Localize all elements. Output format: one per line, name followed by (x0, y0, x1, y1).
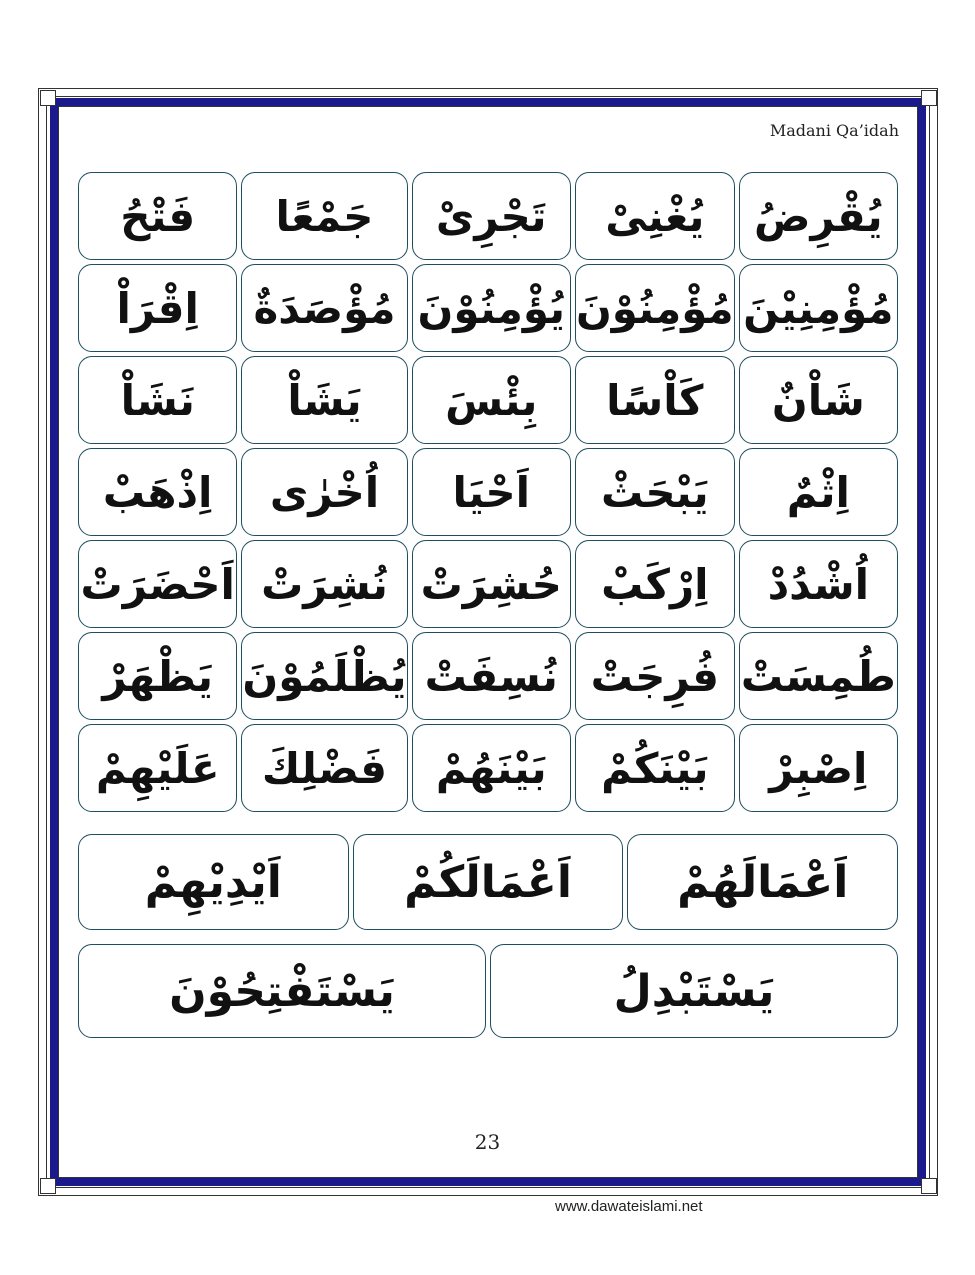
word-cell: بَيْنَهُمْ (412, 724, 571, 812)
word-cell: فَتْحُ (78, 172, 237, 260)
word-cell: اِقْرَاْ (78, 264, 237, 352)
word-cell: بَيْنَكُمْ (575, 724, 735, 812)
word-cell: يُغْنِىْ (575, 172, 735, 260)
word-cell: اِذْهَبْ (78, 448, 237, 536)
word-cell: فَضْلِكَ (241, 724, 407, 812)
word-cell: اَحْيَا (412, 448, 571, 536)
word-cell: اُخْرٰى (241, 448, 407, 536)
word-cell: فُرِجَتْ (575, 632, 735, 720)
word-cell: مُؤْصَدَةٌ (241, 264, 407, 352)
word-cell: اَحْضَرَتْ (78, 540, 237, 628)
word-cell: يَشَاْ (241, 356, 407, 444)
word-cell: بِئْسَ (412, 356, 571, 444)
word-cell: يَبْحَثْ (575, 448, 735, 536)
wide-word-row-three (78, 834, 898, 930)
wide-word-cell: اَعْمَالَهُمْ (627, 834, 898, 930)
corner-ornament-top-right (921, 90, 937, 106)
word-cell: اُشْدُدْ (739, 540, 898, 628)
footer-website-url: www.dawateislami.net (555, 1198, 703, 1215)
word-cell: طُمِسَتْ (739, 632, 898, 720)
page-number: 23 (474, 1130, 501, 1154)
wide-word-cell: اَعْمَالَكُمْ (353, 834, 624, 930)
word-cell: حُشِرَتْ (412, 540, 571, 628)
word-cell: عَلَيْهِمْ (78, 724, 237, 812)
word-cell: نُسِفَتْ (412, 632, 571, 720)
word-cell: نُشِرَتْ (241, 540, 407, 628)
word-cell: يُؤْمِنُوْنَ (412, 264, 571, 352)
word-cell: يُقْرِضُ (739, 172, 898, 260)
word-cell: اِرْكَبْ (575, 540, 735, 628)
word-cell: مُؤْمِنِيْنَ (739, 264, 898, 352)
corner-ornament-top-left (40, 90, 56, 106)
word-cell: نَشَاْ (78, 356, 237, 444)
wide-word-row-two (78, 944, 898, 1038)
word-cell: كَاْسًا (575, 356, 735, 444)
word-cell: يُظْلَمُوْنَ (241, 632, 407, 720)
wide-word-cell: اَيْدِيْهِمْ (78, 834, 349, 930)
wide-word-cell: يَسْتَبْدِلُ (490, 944, 898, 1038)
word-cell: يَظْهَرْ (78, 632, 237, 720)
book-title: Madani Qa’idah (769, 121, 899, 140)
word-cell: اِثْمٌ (739, 448, 898, 536)
corner-ornament-bottom-right (921, 1178, 937, 1194)
corner-ornament-bottom-left (40, 1178, 56, 1194)
wide-word-cell: يَسْتَفْتِحُوْنَ (78, 944, 486, 1038)
word-cell: تَجْرِىْ (412, 172, 571, 260)
word-cell: جَمْعًا (241, 172, 407, 260)
word-cell: مُؤْمِنُوْنَ (575, 264, 735, 352)
word-grid (78, 172, 898, 812)
word-cell: اِصْبِرْ (739, 724, 898, 812)
word-cell: شَاْنٌ (739, 356, 898, 444)
